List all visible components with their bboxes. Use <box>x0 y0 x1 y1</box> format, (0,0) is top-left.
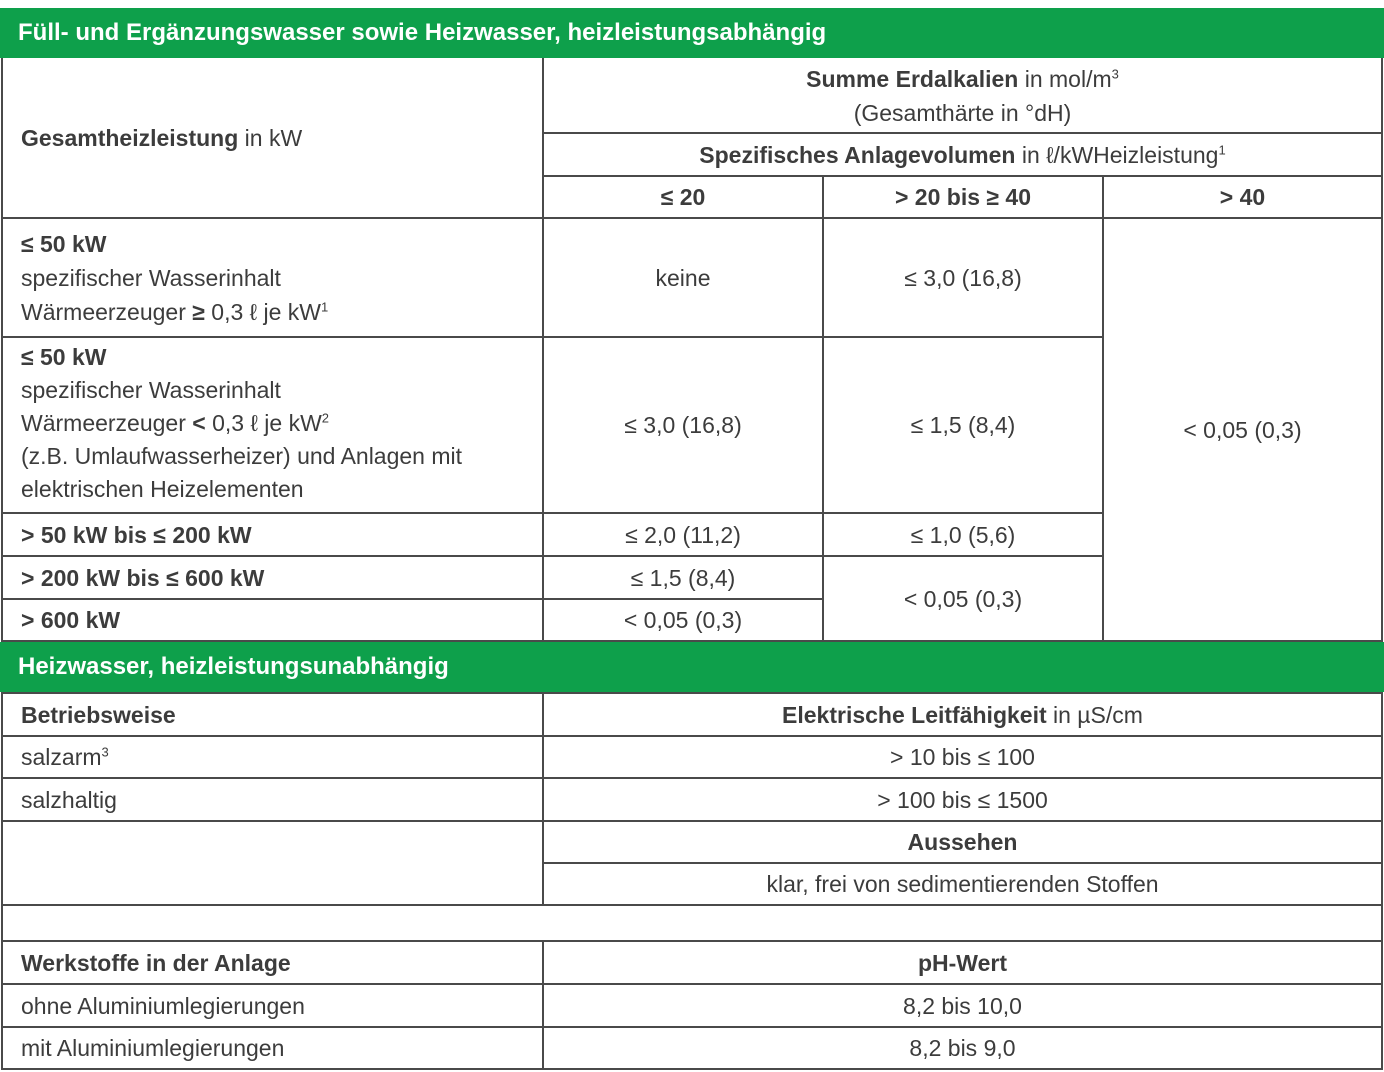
aussehen-header: Aussehen <box>907 829 1018 855</box>
table-cell: < 0,05 (0,3) <box>623 607 743 633</box>
table-row-label: > 200 kW bis ≤ 600 kW <box>21 564 265 591</box>
table-row-label: > 600 kW <box>21 607 121 633</box>
gesamtheizleistung-header: Gesamtheizleistung in kW <box>21 124 303 151</box>
column-header-1: ≤ 20 <box>660 184 706 210</box>
table-row-label: ≤ 50 kW spezifischer Wasserinhalt Wärmeerzeuger < 0,3 ℓ je $kW^2$ (z.B. Umlaufwasserheizer) und Anlagen mit elektrischen Heizelementen <box>21 344 463 502</box>
erdalkalien-header: Summe Erdalkalien in mol/$m^3$ (Gesamthärte in °dH) <box>806 66 1119 126</box>
table-cell: > 10 bis ≤ 100 <box>890 744 1035 770</box>
section-title-1: Füll- und Ergänzungswasser sowie Heizwasser, heizleistungsabhängig <box>18 19 827 46</box>
table-cell: ≤ 1,5 (8,4) <box>630 564 736 591</box>
table-cell: ≤ 1,5 (8,4) <box>910 412 1016 438</box>
ph-header: pH-Wert <box>917 949 1007 976</box>
table-cell: ≤ 1,0 (5,6) <box>910 521 1016 548</box>
table-row-label: ohne Aluminiumlegierungen <box>21 992 305 1019</box>
section-header-2 <box>0 642 1384 692</box>
section-title-2: Heizwasser, heizleistungsunabhängig <box>18 653 449 680</box>
table-row-label: salzhaltig <box>21 786 117 813</box>
anlagevolumen-header: Spezifisches Anlagevolumen in ℓ/kWHeizleistung$^1$ <box>699 141 1226 168</box>
grid-line <box>1 1068 1383 1070</box>
column-header-3: > 40 <box>1219 184 1266 210</box>
table-row-label: mit Aluminiumlegierungen <box>21 1035 285 1061</box>
betriebsweise-header: Betriebsweise <box>21 701 176 728</box>
table-cell: 8,2 bis 10,0 <box>903 992 1022 1019</box>
table-row-label: ≤ 50 kW spezifischer Wasserinhalt Wärmeerzeuger ≥ 0,3 ℓ je $kW^1$ <box>21 231 329 325</box>
grid-line <box>1 640 1383 642</box>
section-header-1 <box>0 8 1384 58</box>
grid-line <box>1381 58 1383 642</box>
table-cell: keine <box>655 264 711 291</box>
table-cell-merged: < 0,05 (0,3) <box>903 585 1023 612</box>
werkstoffe-header: Werkstoffe in der Anlage <box>21 949 291 976</box>
table-row-label: salzarm$^3$ <box>21 744 109 770</box>
table-cell: ≤ 2,0 (11,2) <box>625 521 741 548</box>
table-cell-merged: < 0,05 (0,3) <box>1183 416 1302 443</box>
column-header-2: > 20 bis ≥ 40 <box>894 184 1031 210</box>
table-cell: ≤ 3,0 (16,8) <box>624 412 742 438</box>
grid-line <box>1 904 1383 906</box>
table-cell: ≤ 3,0 (16,8) <box>904 264 1022 291</box>
table-cell: > 100 bis ≤ 1500 <box>877 786 1048 813</box>
leitfaehigkeit-header: Elektrische Leitfähigkeit in µS/cm <box>782 701 1143 728</box>
grid-line <box>1381 692 1383 1070</box>
table-cell: 8,2 bis 9,0 <box>909 1035 1016 1061</box>
table-row-label: > 50 kW bis ≤ 200 kW <box>21 521 252 548</box>
table-cell: klar, frei von sedimentierenden Stoffen <box>766 871 1159 897</box>
